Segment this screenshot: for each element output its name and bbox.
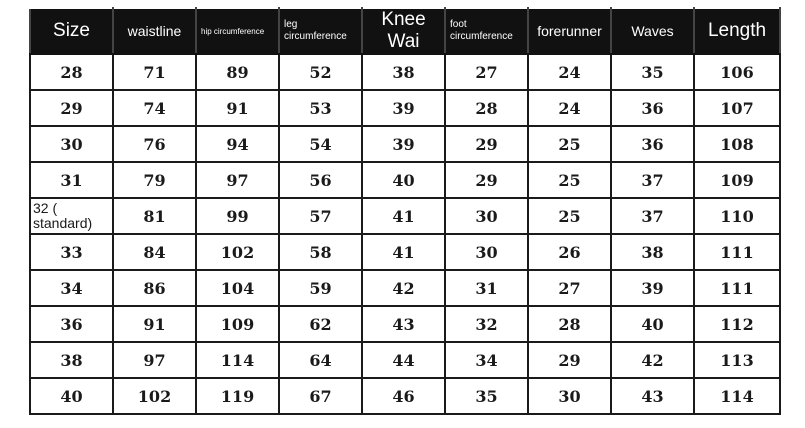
cell-hip: 94 xyxy=(196,126,279,162)
cell-size: 30 xyxy=(30,126,113,162)
cell-forerunner: 26 xyxy=(528,234,611,270)
header-leg-circumference: leg circumference xyxy=(279,8,362,54)
cell-forerunner: 25 xyxy=(528,162,611,198)
cell-forerunner: 24 xyxy=(528,90,611,126)
table-row xyxy=(30,126,780,162)
cell-waistline: 71 xyxy=(113,54,196,90)
cell-hip: 99 xyxy=(196,198,279,234)
cell-foot: 27 xyxy=(445,54,528,90)
cell-leg: 59 xyxy=(279,270,362,306)
cell-hip: 102 xyxy=(196,234,279,270)
cell-waistline: 81 xyxy=(113,198,196,234)
cell-waves: 36 xyxy=(611,90,694,126)
cell-knee: 39 xyxy=(362,90,445,126)
cell-knee: 41 xyxy=(362,198,445,234)
cell-knee: 40 xyxy=(362,162,445,198)
cell-foot: 32 xyxy=(445,306,528,342)
cell-length: 114 xyxy=(694,378,780,414)
cell-size: 32 ( standard) xyxy=(30,198,113,234)
cell-hip: 109 xyxy=(196,306,279,342)
cell-leg: 52 xyxy=(279,54,362,90)
cell-waves: 39 xyxy=(611,270,694,306)
header-knee: Knee Wai xyxy=(362,8,445,54)
cell-hip: 89 xyxy=(196,54,279,90)
header-hip-circumference: hip circumference xyxy=(196,8,279,54)
cell-knee: 46 xyxy=(362,378,445,414)
cell-waves: 36 xyxy=(611,126,694,162)
cell-foot: 28 xyxy=(445,90,528,126)
cell-hip: 104 xyxy=(196,270,279,306)
cell-size: 33 xyxy=(30,234,113,270)
cell-waistline: 79 xyxy=(113,162,196,198)
cell-foot: 34 xyxy=(445,342,528,378)
cell-foot: 30 xyxy=(445,198,528,234)
cell-leg: 56 xyxy=(279,162,362,198)
cell-waves: 42 xyxy=(611,342,694,378)
header-row xyxy=(30,8,780,54)
table-row xyxy=(30,234,780,270)
header-foot-circumference: foot circumference xyxy=(445,8,528,54)
cell-knee: 44 xyxy=(362,342,445,378)
cell-waves: 35 xyxy=(611,54,694,90)
cell-leg: 54 xyxy=(279,126,362,162)
cell-size: 34 xyxy=(30,270,113,306)
header-waves: Waves xyxy=(611,8,694,54)
cell-waves: 43 xyxy=(611,378,694,414)
table-row xyxy=(30,342,780,378)
cell-length: 106 xyxy=(694,54,780,90)
cell-leg: 67 xyxy=(279,378,362,414)
cell-waistline: 86 xyxy=(113,270,196,306)
cell-forerunner: 28 xyxy=(528,306,611,342)
cell-foot: 29 xyxy=(445,162,528,198)
table-row xyxy=(30,270,780,306)
cell-length: 108 xyxy=(694,126,780,162)
cell-waistline: 74 xyxy=(113,90,196,126)
cell-length: 112 xyxy=(694,306,780,342)
cell-foot: 29 xyxy=(445,126,528,162)
cell-forerunner: 25 xyxy=(528,198,611,234)
cell-leg: 64 xyxy=(279,342,362,378)
header-length: Length xyxy=(694,8,780,54)
cell-knee: 41 xyxy=(362,234,445,270)
cell-forerunner: 29 xyxy=(528,342,611,378)
cell-size: 31 xyxy=(30,162,113,198)
cell-waistline: 76 xyxy=(113,126,196,162)
cell-length: 113 xyxy=(694,342,780,378)
cell-size: 36 xyxy=(30,306,113,342)
table-row xyxy=(30,54,780,90)
table-row xyxy=(30,162,780,198)
cell-waves: 40 xyxy=(611,306,694,342)
cell-leg: 57 xyxy=(279,198,362,234)
cell-hip: 119 xyxy=(196,378,279,414)
cell-waistline: 97 xyxy=(113,342,196,378)
table-row xyxy=(30,306,780,342)
cell-hip: 91 xyxy=(196,90,279,126)
cell-forerunner: 30 xyxy=(528,378,611,414)
cell-hip: 114 xyxy=(196,342,279,378)
cell-knee: 38 xyxy=(362,54,445,90)
header-forerunner: forerunner xyxy=(528,8,611,54)
cell-waves: 38 xyxy=(611,234,694,270)
header-waistline: waistline xyxy=(113,8,196,54)
cell-forerunner: 25 xyxy=(528,126,611,162)
cell-forerunner: 27 xyxy=(528,270,611,306)
cell-length: 111 xyxy=(694,270,780,306)
cell-waves: 37 xyxy=(611,162,694,198)
cell-length: 109 xyxy=(694,162,780,198)
cell-hip: 97 xyxy=(196,162,279,198)
cell-leg: 53 xyxy=(279,90,362,126)
cell-size: 40 xyxy=(30,378,113,414)
table-row xyxy=(30,378,780,414)
cell-knee: 39 xyxy=(362,126,445,162)
cell-length: 107 xyxy=(694,90,780,126)
cell-forerunner: 24 xyxy=(528,54,611,90)
cell-size: 29 xyxy=(30,90,113,126)
cell-waistline: 102 xyxy=(113,378,196,414)
cell-length: 110 xyxy=(694,198,780,234)
cell-leg: 62 xyxy=(279,306,362,342)
cell-knee: 43 xyxy=(362,306,445,342)
cell-waistline: 84 xyxy=(113,234,196,270)
cell-size: 38 xyxy=(30,342,113,378)
cell-waistline: 91 xyxy=(113,306,196,342)
header-size: Size xyxy=(30,8,113,54)
cell-leg: 58 xyxy=(279,234,362,270)
table-row xyxy=(30,90,780,126)
cell-foot: 35 xyxy=(445,378,528,414)
cell-size: 28 xyxy=(30,54,113,90)
cell-waves: 37 xyxy=(611,198,694,234)
size-chart-table xyxy=(29,7,781,415)
cell-foot: 30 xyxy=(445,234,528,270)
table-row xyxy=(30,198,780,234)
cell-length: 111 xyxy=(694,234,780,270)
cell-knee: 42 xyxy=(362,270,445,306)
cell-foot: 31 xyxy=(445,270,528,306)
